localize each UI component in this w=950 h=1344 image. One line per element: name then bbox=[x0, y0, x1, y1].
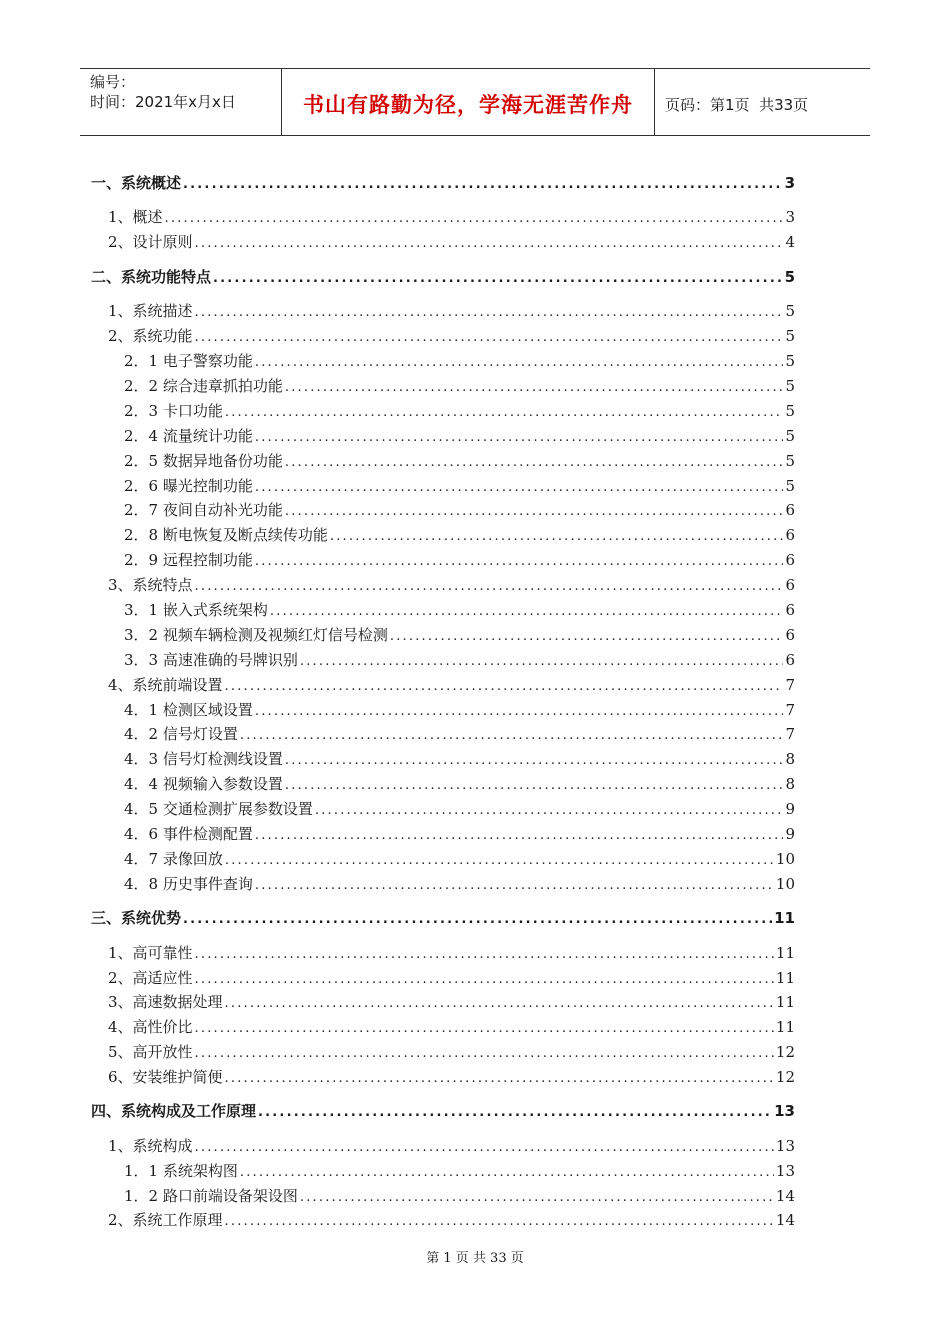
toc-entry-title: 2．1 电子警察功能 bbox=[124, 352, 253, 370]
toc-entry-title: 2、系统工作原理 bbox=[108, 1211, 223, 1229]
toc-entry-title: 2．9 远程控制功能 bbox=[124, 551, 253, 569]
page-footer bbox=[0, 1247, 950, 1266]
toc-entry-title: 4．8 历史事件查询 bbox=[124, 875, 253, 893]
toc-entry-page-number: 5 bbox=[785, 302, 795, 320]
toc-entry-title: 2．2 综合违章抓拍功能 bbox=[124, 377, 283, 395]
footer-page-number: 第 1 页 共 33 页 bbox=[426, 1251, 524, 1266]
toc-entry-page-number: 14 bbox=[775, 1211, 795, 1229]
toc-leader-dots bbox=[195, 1021, 774, 1036]
toc-leader-dots bbox=[195, 305, 784, 320]
toc-section-entry[interactable] bbox=[108, 1016, 795, 1038]
toc-entry-title: 2．3 卡口功能 bbox=[124, 402, 223, 420]
toc-leader-dots bbox=[300, 1190, 774, 1205]
toc-entry-title: 4．4 视频输入参数设置 bbox=[124, 775, 283, 793]
toc-entry-page-number: 5 bbox=[785, 352, 795, 370]
toc-entry-title: 三、系统优势 bbox=[91, 909, 182, 927]
toc-entry-page-number: 6 bbox=[785, 576, 795, 594]
toc-subsection-entry[interactable] bbox=[124, 848, 795, 870]
toc-chapter-entry[interactable] bbox=[91, 907, 795, 929]
toc-subsection-entry[interactable] bbox=[124, 375, 795, 397]
toc-subsection-entry[interactable] bbox=[124, 649, 795, 671]
toc-entry-title: 二、系统功能特点 bbox=[91, 268, 212, 286]
toc-entry-page-number: 6 bbox=[785, 526, 795, 544]
toc-leader-dots bbox=[390, 629, 784, 644]
toc-subsection-entry[interactable] bbox=[124, 723, 795, 745]
toc-entry-page-number: 3 bbox=[785, 208, 795, 226]
toc-section-entry[interactable] bbox=[108, 967, 795, 989]
toc-section-entry[interactable] bbox=[108, 942, 795, 964]
toc-leader-dots bbox=[255, 704, 784, 719]
toc-subsection-entry[interactable] bbox=[124, 499, 795, 521]
toc-entry-title: 1、系统构成 bbox=[108, 1137, 193, 1155]
toc-subsection-entry[interactable] bbox=[124, 425, 795, 447]
header-left-cell bbox=[80, 69, 282, 135]
toc-entry-page-number: 13 bbox=[775, 1137, 795, 1155]
toc-subsection-entry[interactable] bbox=[124, 699, 795, 721]
toc-subsection-entry[interactable] bbox=[124, 549, 795, 571]
toc-leader-dots bbox=[195, 330, 784, 345]
toc-entry-title: 3．1 嵌入式系统架构 bbox=[124, 601, 268, 619]
toc-entry-title: 1．1 系统架构图 bbox=[124, 1162, 238, 1180]
toc-entry-page-number: 7 bbox=[785, 676, 795, 694]
toc-entry-title: 4．2 信号灯设置 bbox=[124, 725, 238, 743]
toc-section-entry[interactable] bbox=[108, 1041, 795, 1063]
toc-chapter-entry[interactable] bbox=[91, 1100, 795, 1122]
toc-entry-page-number: 10 bbox=[775, 850, 795, 868]
toc-section-entry[interactable] bbox=[108, 991, 795, 1013]
toc-leader-dots bbox=[225, 996, 774, 1011]
toc-subsection-entry[interactable] bbox=[124, 873, 795, 895]
toc-entry-page-number: 11 bbox=[775, 1018, 795, 1036]
toc-entry-title: 4、高性价比 bbox=[108, 1018, 193, 1036]
toc-section-entry[interactable] bbox=[108, 300, 795, 322]
toc-leader-dots bbox=[240, 1165, 774, 1180]
toc-entry-title: 2．4 流量统计功能 bbox=[124, 427, 253, 445]
toc-leader-dots bbox=[195, 972, 774, 987]
toc-entry-title: 2．8 断电恢复及断点续传功能 bbox=[124, 526, 328, 544]
toc-subsection-entry[interactable] bbox=[124, 748, 795, 770]
toc-entry-page-number: 14 bbox=[775, 1187, 795, 1205]
toc-subsection-entry[interactable] bbox=[124, 400, 795, 422]
page-header bbox=[80, 68, 870, 136]
toc-entry-page-number: 11 bbox=[775, 969, 795, 987]
toc-entry-page-number: 11 bbox=[774, 909, 795, 927]
toc-leader-dots bbox=[330, 529, 784, 544]
toc-entry-title: 3、系统特点 bbox=[108, 576, 193, 594]
document-date: 时间：2021年x月x日 bbox=[90, 93, 236, 111]
toc-entry-title: 3．3 高速准确的号牌识别 bbox=[124, 651, 298, 669]
toc-entry-page-number: 11 bbox=[775, 944, 795, 962]
toc-entry-page-number: 5 bbox=[785, 402, 795, 420]
toc-leader-dots bbox=[270, 604, 784, 619]
toc-entry-page-number: 12 bbox=[775, 1043, 795, 1061]
toc-entry-page-number: 5 bbox=[784, 268, 795, 286]
toc-entry-title: 4．5 交通检测扩展参数设置 bbox=[124, 800, 313, 818]
toc-entry-page-number: 6 bbox=[785, 626, 795, 644]
toc-entry-page-number: 12 bbox=[775, 1068, 795, 1086]
toc-chapter-entry[interactable] bbox=[91, 172, 795, 194]
toc-entry-page-number: 7 bbox=[785, 725, 795, 743]
toc-entry-page-number: 5 bbox=[785, 477, 795, 495]
toc-leader-dots bbox=[255, 355, 784, 370]
toc-entry-page-number: 8 bbox=[785, 775, 795, 793]
toc-entry-page-number: 9 bbox=[785, 800, 795, 818]
toc-leader-dots bbox=[255, 554, 784, 569]
toc-chapter-entry[interactable] bbox=[91, 266, 795, 288]
toc-leader-dots bbox=[225, 1214, 774, 1229]
toc-entry-title: 4．7 录像回放 bbox=[124, 850, 223, 868]
toc-subsection-entry[interactable] bbox=[124, 1160, 795, 1182]
toc-leader-dots bbox=[225, 679, 784, 694]
toc-entry-title: 4．6 事件检测配置 bbox=[124, 825, 253, 843]
toc-entry-page-number: 6 bbox=[785, 501, 795, 519]
toc-section-entry[interactable] bbox=[108, 674, 795, 696]
toc-subsection-entry[interactable] bbox=[124, 450, 795, 472]
toc-entry-title: 2、高适应性 bbox=[108, 969, 193, 987]
toc-leader-dots bbox=[255, 480, 784, 495]
toc-entry-title: 3、高速数据处理 bbox=[108, 993, 223, 1011]
toc-subsection-entry[interactable] bbox=[124, 350, 795, 372]
toc-entry-page-number: 13 bbox=[774, 1102, 795, 1120]
toc-entry-page-number: 4 bbox=[785, 233, 795, 251]
toc-leader-dots bbox=[285, 778, 784, 793]
toc-entry-page-number: 11 bbox=[775, 993, 795, 1011]
toc-subsection-entry[interactable] bbox=[124, 798, 795, 820]
toc-leader-dots bbox=[195, 579, 784, 594]
toc-entry-title: 2、系统功能 bbox=[108, 327, 193, 345]
toc-leader-dots bbox=[240, 728, 784, 743]
toc-subsection-entry[interactable] bbox=[124, 524, 795, 546]
toc-leader-dots bbox=[285, 504, 784, 519]
toc-section-entry[interactable] bbox=[108, 574, 795, 596]
header-page-info: 页码：第1页 共33页 bbox=[665, 95, 809, 114]
toc-subsection-entry[interactable] bbox=[124, 823, 795, 845]
toc-entry-page-number: 5 bbox=[785, 377, 795, 395]
toc-leader-dots bbox=[165, 211, 784, 226]
toc-leader-dots bbox=[300, 654, 784, 669]
toc-entry-title: 1、系统描述 bbox=[108, 302, 193, 320]
toc-subsection-entry[interactable] bbox=[124, 773, 795, 795]
toc-entry-page-number: 3 bbox=[784, 174, 795, 192]
toc-section-entry[interactable] bbox=[108, 1066, 795, 1088]
toc-entry-title: 1、高可靠性 bbox=[108, 944, 193, 962]
toc-entry-title: 一、系统概述 bbox=[91, 174, 182, 192]
toc-entry-page-number: 5 bbox=[785, 452, 795, 470]
toc-entry-title: 1．2 路口前端设备架设图 bbox=[124, 1187, 298, 1205]
toc-entry-title: 1、概述 bbox=[108, 208, 163, 226]
toc-entry-title: 2．7 夜间自动补光功能 bbox=[124, 501, 283, 519]
document-number-label: 编号： bbox=[90, 73, 136, 91]
toc-entry-title: 4．3 信号灯检测线设置 bbox=[124, 750, 283, 768]
toc-subsection-entry[interactable] bbox=[124, 599, 795, 621]
toc-section-entry[interactable] bbox=[108, 1209, 795, 1231]
toc-leader-dots bbox=[225, 405, 784, 420]
toc-leader-dots bbox=[255, 878, 774, 893]
toc-entry-page-number: 5 bbox=[785, 327, 795, 345]
toc-entry-page-number: 6 bbox=[785, 651, 795, 669]
toc-leader-dots bbox=[183, 177, 783, 192]
toc-section-entry[interactable] bbox=[108, 206, 795, 228]
toc-leader-dots bbox=[315, 803, 784, 818]
toc-entry-title: 四、系统构成及工作原理 bbox=[91, 1102, 257, 1120]
toc-section-entry[interactable] bbox=[108, 1135, 795, 1157]
toc-leader-dots bbox=[195, 1140, 774, 1155]
toc-entry-title: 4．1 检测区域设置 bbox=[124, 701, 253, 719]
toc-entry-page-number: 9 bbox=[785, 825, 795, 843]
toc-leader-dots bbox=[183, 912, 772, 927]
toc-leader-dots bbox=[195, 1046, 774, 1061]
toc-leader-dots bbox=[225, 853, 774, 868]
header-center-cell bbox=[282, 69, 655, 135]
toc-entry-page-number: 7 bbox=[785, 701, 795, 719]
toc-section-entry[interactable] bbox=[108, 231, 795, 253]
toc-subsection-entry[interactable] bbox=[124, 624, 795, 646]
toc-entry-page-number: 13 bbox=[775, 1162, 795, 1180]
toc-section-entry[interactable] bbox=[108, 325, 795, 347]
toc-leader-dots bbox=[195, 947, 774, 962]
toc-entry-page-number: 5 bbox=[785, 427, 795, 445]
header-motto: 书山有路勤为径，学海无涯苦作舟 bbox=[303, 93, 633, 117]
toc-entry-page-number: 8 bbox=[785, 750, 795, 768]
toc-entry-page-number: 6 bbox=[785, 601, 795, 619]
toc-entry-title: 5、高开放性 bbox=[108, 1043, 193, 1061]
toc-leader-dots bbox=[213, 271, 783, 286]
toc-entry-title: 2、设计原则 bbox=[108, 233, 193, 251]
toc-leader-dots bbox=[195, 236, 784, 251]
toc-leader-dots bbox=[255, 828, 784, 843]
toc-leader-dots bbox=[285, 455, 784, 470]
toc-entry-page-number: 10 bbox=[775, 875, 795, 893]
toc-subsection-entry[interactable] bbox=[124, 1185, 795, 1207]
header-right-cell bbox=[655, 71, 870, 137]
toc-leader-dots bbox=[225, 1071, 774, 1086]
toc-subsection-entry[interactable] bbox=[124, 475, 795, 497]
toc-entry-title: 2．6 曝光控制功能 bbox=[124, 477, 253, 495]
toc-leader-dots bbox=[285, 380, 784, 395]
toc-leader-dots bbox=[285, 753, 784, 768]
toc-leader-dots bbox=[258, 1105, 772, 1120]
toc-entry-title: 2．5 数据异地备份功能 bbox=[124, 452, 283, 470]
toc-entry-title: 3．2 视频车辆检测及视频红灯信号检测 bbox=[124, 626, 388, 644]
toc-entry-title: 4、系统前端设置 bbox=[108, 676, 223, 694]
toc-entry-title: 6、安装维护简便 bbox=[108, 1068, 223, 1086]
toc-leader-dots bbox=[255, 430, 784, 445]
toc-entry-page-number: 6 bbox=[785, 551, 795, 569]
